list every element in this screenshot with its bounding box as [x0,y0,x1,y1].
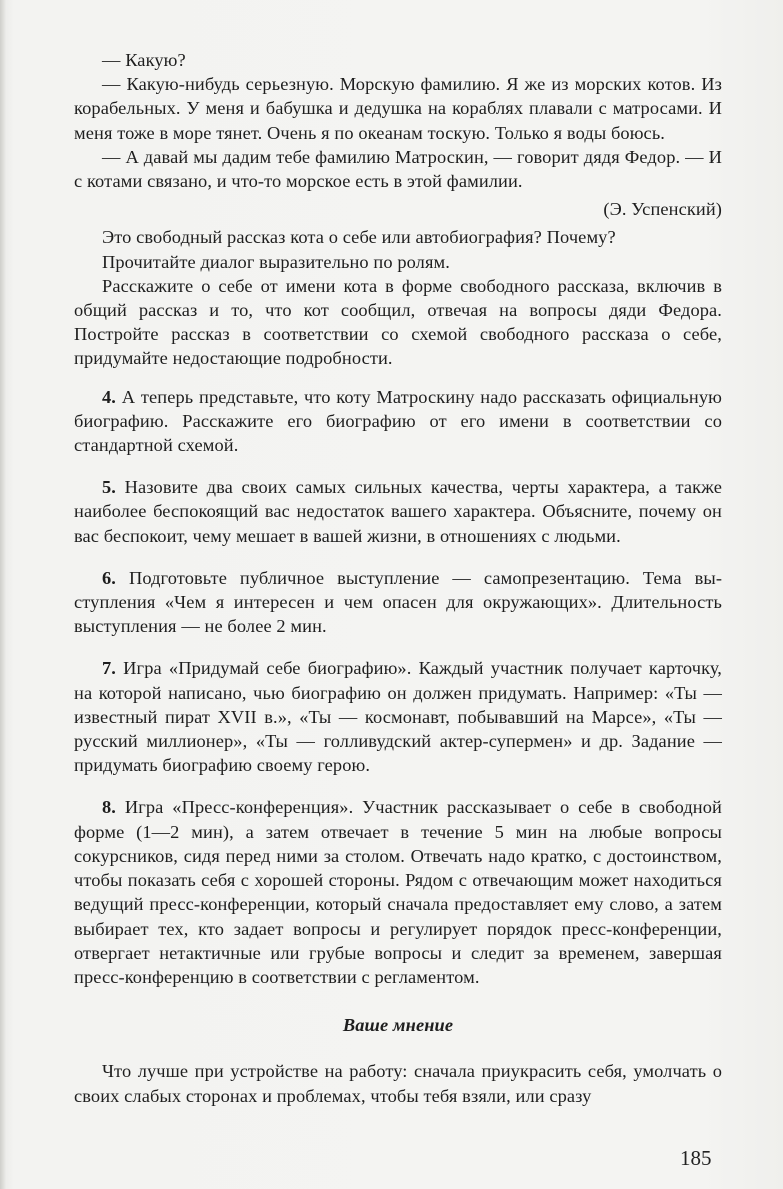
section-heading: Ваше мнение [342,1015,454,1036]
spacer [74,371,722,385]
page-spine-shadow [0,0,6,1189]
task-number: 8. [102,797,116,818]
task-text: Назовите два своих самых сильных качества, черты характера, а также наиболее беспокоящий вас недостаток вашего характера. Объясните, почему он вас беспокоит, чему мешает в вашей жизни, в отношениях с людьми. [74,477,723,546]
page-number: 185 [680,1146,712,1170]
task-paragraph [74,566,722,639]
task-paragraph [74,795,722,989]
question-paragraph: Расскажите о себе от имени кота в форме свободного рассказа, включив в общий рассказ и то, что кот сообщил, отвечая на вопросы дяди Федора. Постройте рассказ в соответствии со схемой свободного рассказа о себе, придумайте недостающие подробности. [74,275,722,369]
task-paragraph [74,475,722,548]
task-text: Игра «Пресс-конференция». Участник рассказывает о себе в свободной форме (1—2 мин), а затем отвечает в течение 5 мин на любые вопросы сокурсников, сидя перед ними за столом. Отвечать надо кратко, с достоинством, чтобы показать себя с хорошей стороны. Рядом с отвечающим может находиться ведущий пресс-конференции, который сначала предоставляет ему слово, а затем выбирает тех, кто задает вопросы и регулирует порядок пресс-конференции, отвергает нетактичные или грубые вопросы и следит за временем, завершая пресс-конференцию в соответствии с регламентом. [74,797,722,987]
task-number: 5. [102,477,116,498]
task-paragraph [74,656,722,777]
page-text [74,48,722,1108]
task-text: А теперь представьте, что коту Матроскину надо рассказать официальную биографию. Расскажите его биографию от его имени в соответствии со стандартной схемой. [74,386,722,456]
spacer [74,777,722,795]
dialogue-line: — Какую? [102,50,186,70]
dialogue-line: — А давай мы дадим тебе фамилию Матроскин, — говорит дядя Федор. — И с котами связано, и что-то морское есть в этой фамилии. [74,146,722,192]
spacer [74,457,722,475]
task-number: 6. [102,567,116,588]
question-paragraph: Прочитайте диалог выразительно по ролям. [102,251,450,272]
task-text: Подготовьте публичное выступление — самопрезентацию. Тема выступления «Чем я интересен и чем опасен для окружающих». Длительность выступления — не более 2 мин. [74,567,722,637]
final-paragraph: Что лучше при устройстве на работу: сначала приукрасить себя, умолчать о своих слабых сторонах и проблемах, чтобы тебя взяли, или сразу [74,1061,722,1106]
task-number: 7. [102,658,116,679]
task-paragraph [74,385,722,458]
spacer [74,548,722,566]
dialogue-line: — Какую-нибудь серьезную. Морскую фамилию. Я же из морских котов. Из корабельных. У меня и бабушка и дедушка на кораблях плавали с матросами. И меня тоже в море тянет. Очень я по океанам тоскую. Только я воды боюсь. [74,74,722,143]
question-paragraph: Это свободный рассказ кота о себе или автобиография? Почему? [102,227,616,248]
task-text: Игра «Придумай себе биографию». Каждый участник получает карточку, на которой написано, чью биографию он должен придумать. Например: «Ты — известный пират XVII в.», «Ты — космонавт, побывавший на Марсе», «Ты — русский миллионер», «Ты — голливудский актер-супермен» и др. Задание — придумать биографию своему герою. [74,658,722,776]
spacer [74,638,722,656]
quote-attribution: (Э. Успенский) [603,199,722,220]
task-number: 4. [102,386,116,407]
